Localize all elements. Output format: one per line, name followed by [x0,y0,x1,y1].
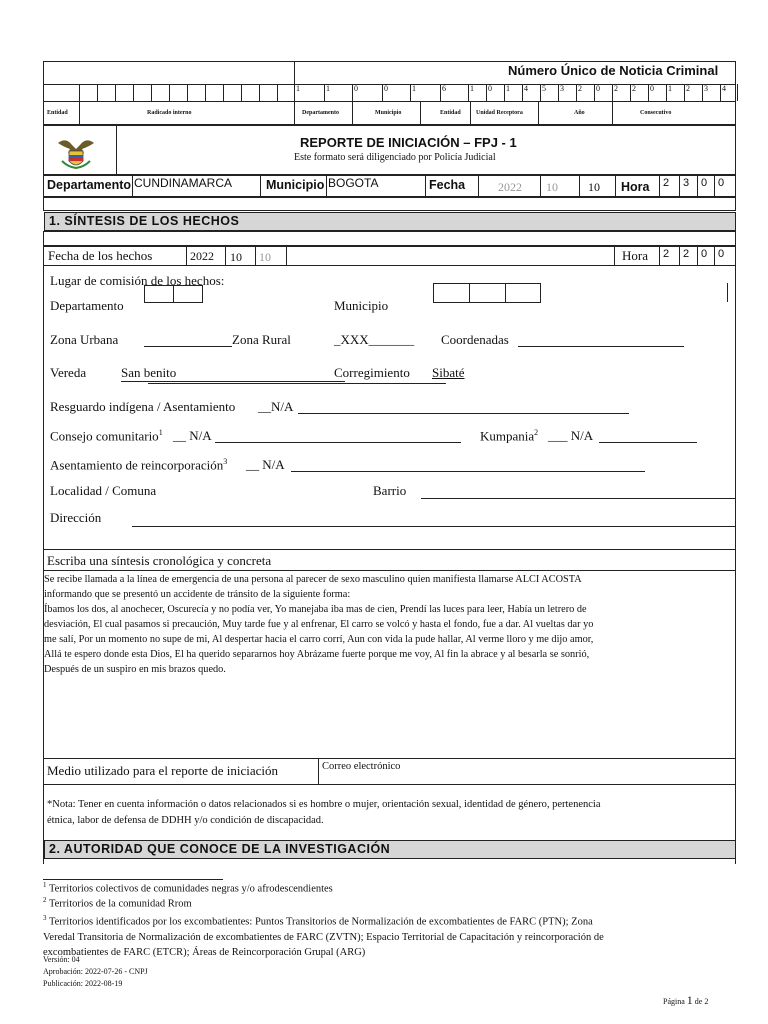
nunc-digit-cell[interactable]: 0 [486,84,504,101]
sintesis-line: Después de un suspiro en mis brazos quedo. [44,664,226,675]
nunc-digit-cell[interactable]: 4 [522,84,540,101]
publicacion-text: Publicación: 2022-08-19 [43,979,123,988]
fecha-hechos-label: Fecha de los hechos [48,248,153,263]
nunc-digit-cell[interactable]: 0 [594,84,612,101]
nunc-digit-cell[interactable]: 2 [612,84,630,101]
label-municipio: Municipio [375,110,402,116]
version-text: Versión: 04 [43,955,80,964]
hora-hechos-digit-2[interactable]: 2 [683,248,690,260]
hora-hechos-digit-1[interactable]: 2 [663,248,670,260]
label-radicado: Radicado interno [147,110,192,116]
report-subtitle: Este formato será diligenciado por Policía Judicial [294,152,496,163]
nunc-digit-cell[interactable]: 0 [648,84,666,101]
municipio-code-box[interactable] [433,283,541,303]
fecha-hechos-month[interactable]: 10 [230,250,242,264]
coordenadas-label: Coordenadas [441,332,509,347]
lugar-municipio-label: Municipio [334,298,389,313]
hora-digit-1[interactable]: 2 [663,177,670,189]
hora-hechos-digit-4[interactable]: 0 [718,248,725,260]
nunc-title: Número Único de Noticia Criminal [508,63,719,78]
nunc-digit-cell[interactable]: 1 [504,84,522,101]
footnote-3: $^3$ Territorios identificados por los excombatientes: Puntos Transitorios de Normalización de excombatientes de FARC (PTN); Zona Veredal Transitoria de Normalización de excombatientes de FARC (ZVTN); Espacio Territorial de Capacitación y reincorporación de excombatientes de FARC (ETCR); Áreas de Reincorporación Grupal (ARG) [43,914,604,958]
medio-label: Medio utilizado para el reporte de iniciación [47,763,279,778]
spacer-row [43,197,736,211]
departamento-value[interactable]: CUNDINAMARCA [134,176,233,190]
hora-digit-3[interactable]: 0 [701,177,708,189]
fecha-label: Fecha [429,178,466,192]
nunc-digit-cell[interactable]: 1 [666,84,684,101]
hora-hechos-digit-3[interactable]: 0 [701,248,708,260]
hora-digit-4[interactable]: 0 [718,177,725,189]
footnote-2: $^2$ Territorios de la comunidad Rrom [43,896,192,910]
footnote-1: $^1$ Territorios colectivos de comunidades negras y/o afrodescendientes [43,881,333,895]
fecha-hechos-year[interactable]: 2022 [190,249,214,263]
section1-title: 1. SÍNTESIS DE LOS HECHOS [44,212,736,231]
asentamiento-value[interactable]: __ N/A [246,457,285,472]
footnote-ref-3: 3 [223,457,228,466]
label-unidad: Unidad Receptora [476,110,523,116]
footnote-ref-1: 1 [158,428,163,437]
fecha-month[interactable]: 10 [546,180,558,194]
nunc-digit-cells [294,84,738,101]
radicado-cells [79,84,295,101]
nunc-digit-cell[interactable]: 1 [410,84,440,101]
kumpania-value[interactable]: ___ N/A [548,428,594,443]
corregimiento-value[interactable]: Sibaté [432,365,465,380]
lugar-label: Lugar de comisión de los hechos: [50,273,225,288]
sintesis-line: me salí, Por un momento no supe de mi, Al despertar hacia el carro corrí, Aun con vida la pude hallar, Al verme lloro y me dijo amor, [44,634,594,645]
departamento-label: Departamento [47,178,132,192]
hora-digit-2[interactable]: 3 [683,177,690,189]
sintesis-line: Íbamos los dos, al anochecer, Oscurecía y no podía ver, Yo manejaba iba mas de cien, Prendí las luces para leer, Había un letrero de [44,604,587,615]
medio-value[interactable]: Correo electrónico [322,761,401,772]
label-entidad-2: Entidad [440,110,461,116]
zona-urbana-label: Zona Urbana [50,332,119,347]
consejo-label: Consejo comunitario$^1$ [50,428,163,444]
nunc-digit-cell[interactable]: 5 [540,84,558,101]
localidad-label: Localidad / Comuna [50,483,157,498]
nunc-digit-cell[interactable]: 1 [324,84,352,101]
consejo-value[interactable]: __ N/A [173,428,212,443]
fecha-year[interactable]: 2022 [498,180,522,194]
lugar-departamento-label: Departamento [50,298,124,313]
label-entidad: Entidad [47,110,68,116]
label-anio: Año [574,110,585,116]
hora-label: Hora [621,180,650,194]
nunc-digit-cell[interactable]: 3 [702,84,720,101]
fecha-hechos-day[interactable]: 10 [259,250,271,264]
hora-hechos-label: Hora [622,248,648,263]
nunc-digit-cell[interactable]: 1 [468,84,486,101]
report-title: REPORTE DE INICIACIÓN – FPJ - 1 [300,135,517,150]
sintesis-line: Se recibe llamada a la línea de emergencia de una persona al parecer de sexo masculino quien manifiesta llamarse ALCI ACOSTA [44,574,582,585]
vereda-value[interactable]: San benito [121,365,177,380]
sintesis-line: Allá te espero donde esta Dios, El ha querido separarnos hoy Abrázame fuerte porque me voy, Al fin la abrace y al besarla se sonrió, [44,649,590,660]
zona-rural-value[interactable]: _XXX_______ [334,332,415,347]
sintesis-line: informando que se presentó un accidente de tránsito de la siguiente forma: [44,589,351,600]
municipio-label: Municipio [266,178,325,192]
nunc-digit-cell[interactable]: 0 [382,84,410,101]
label-consecutivo: Consecutivo [640,110,672,116]
nunc-digit-cell[interactable]: 0 [352,84,382,101]
nunc-digit-cell[interactable]: 1 [294,84,324,101]
fecha-day[interactable]: 10 [588,180,600,194]
direccion-label: Dirección [50,510,102,525]
asentamiento-label: Asentamiento de reincorporación$^3$ [50,457,228,473]
aprobacion-text: Aprobación: 2022-07-26 - CNPJ [43,967,148,976]
label-departamento: Departamento [302,110,339,116]
sintesis-line: desviación, El cual pasamos si precaución, Muy tarde fue y al enfrenar, El carro se volcó y hasta el fondo, fue a dar. Al vueltas dar yo [44,619,594,630]
resguardo-label: Resguardo indígena / Asentamiento [50,399,236,414]
nunc-digit-cell[interactable]: 6 [440,84,468,101]
nota-text: *Nota: Tener en cuenta información o datos relacionados si es hombre o mujer, orientación sexual, identidad de género, pertenencia étnica, labor de defensa de DDHH y/o condición de discapacidad. [47,799,601,826]
nunc-digit-cell[interactable]: 4 [720,84,738,101]
corregimiento-label: Corregimiento [334,365,410,380]
page-number: Página 1 de 2 [663,993,709,1007]
spacer-row-2 [43,231,736,246]
colombia-coat-of-arms-icon [56,137,96,171]
zona-rural-label: Zona Rural [232,332,291,347]
nunc-digit-cell[interactable]: 2 [630,84,648,101]
barrio-label: Barrio [373,483,407,498]
municipio-value[interactable]: BOGOTA [328,176,379,190]
footnote-ref-2: 2 [534,428,539,437]
sintesis-label: Escriba una síntesis cronológica y concreta [47,553,272,568]
section2-title: 2. AUTORIDAD QUE CONOCE DE LA INVESTIGACIÓN [44,840,736,859]
title-block [43,125,736,175]
resguardo-value[interactable]: __N/A [258,399,294,414]
nunc-digit-cell[interactable]: 3 [558,84,576,101]
nunc-digit-cell[interactable]: 2 [576,84,594,101]
sintesis-text[interactable] [44,572,736,677]
vereda-label: Vereda [50,365,87,380]
nunc-digit-cell[interactable]: 2 [684,84,702,101]
kumpania-label: Kumpania$^2$ [480,428,539,444]
